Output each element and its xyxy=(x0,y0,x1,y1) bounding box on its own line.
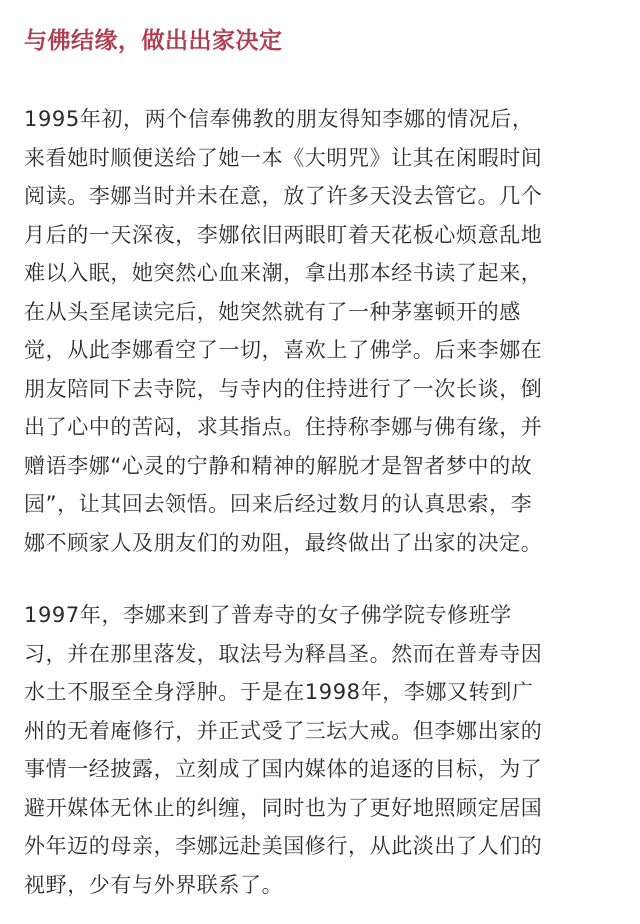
paragraph-line: 园”，让其回去领悟。回来后经过数月的认真思索，李 xyxy=(24,492,533,516)
paragraph-1 xyxy=(24,100,619,562)
paragraph-line: 1997年，李娜来到了普寿寺的女子佛学院专修班学 xyxy=(24,603,512,627)
paragraph-line: 水土不服至全身浮肿。于是在1998年，李娜又转到广 xyxy=(24,680,534,704)
paragraph-line: 觉，从此李娜看空了一切，喜欢上了佛学。后来李娜在 xyxy=(24,338,543,362)
paragraph-line: 来看她时顺便送给了她一本《大明咒》让其在闲暇时间 xyxy=(24,145,543,170)
paragraph-2 xyxy=(24,596,619,904)
paragraph-line: 外年迈的母亲，李娜远赴美国修行，从此淡出了人们的 xyxy=(24,834,543,858)
paragraph-line: 赠语李娜“心灵的宁静和精神的解脱才是智者梦中的故 xyxy=(24,453,533,478)
paragraph-line: 在从头至尾读完后，她突然就有了一种茅塞顿开的感 xyxy=(24,299,521,324)
paragraph-line: 习，并在那里落发，取法号为释昌圣。然而在普寿寺因 xyxy=(24,641,543,666)
paragraph-line: 阅读。李娜当时并未在意，放了许多天没去管它。几个 xyxy=(24,184,543,208)
paragraph-line: 难以入眠，她突然心血来潮，拿出那本经书读了起来， xyxy=(24,261,543,285)
paragraph-line: 避开媒体无休止的纠缠，同时也为了更好地照顾定居国 xyxy=(24,795,543,820)
paragraph-line: 事情一经披露，立刻成了国内媒体的追逐的目标，为了 xyxy=(24,757,543,781)
paragraph-line: 娜不顾家人及朋友们的劝阻，最终做出了出家的决定。 xyxy=(24,530,543,555)
paragraph-line: 视野，少有与外界联系了。 xyxy=(24,872,284,897)
paragraph-line: 月后的一天深夜，李娜依旧两眼盯着天花板心烦意乱地 xyxy=(24,222,543,247)
paragraph-line: 州的无着庵修行，并正式受了三坛大戒。但李娜出家的 xyxy=(24,718,543,743)
paragraph-line: 出了心中的苦闷，求其指点。住持称李娜与佛有缘，并 xyxy=(24,415,543,439)
paragraph-line: 1995年初，两个信奉佛教的朋友得知李娜的情况后， xyxy=(24,107,534,131)
paragraph-line: 朋友陪同下去寺院，与寺内的住持进行了一次长谈，倒 xyxy=(24,376,543,401)
section-heading: 与佛结缘，做出出家决定 xyxy=(24,28,283,54)
